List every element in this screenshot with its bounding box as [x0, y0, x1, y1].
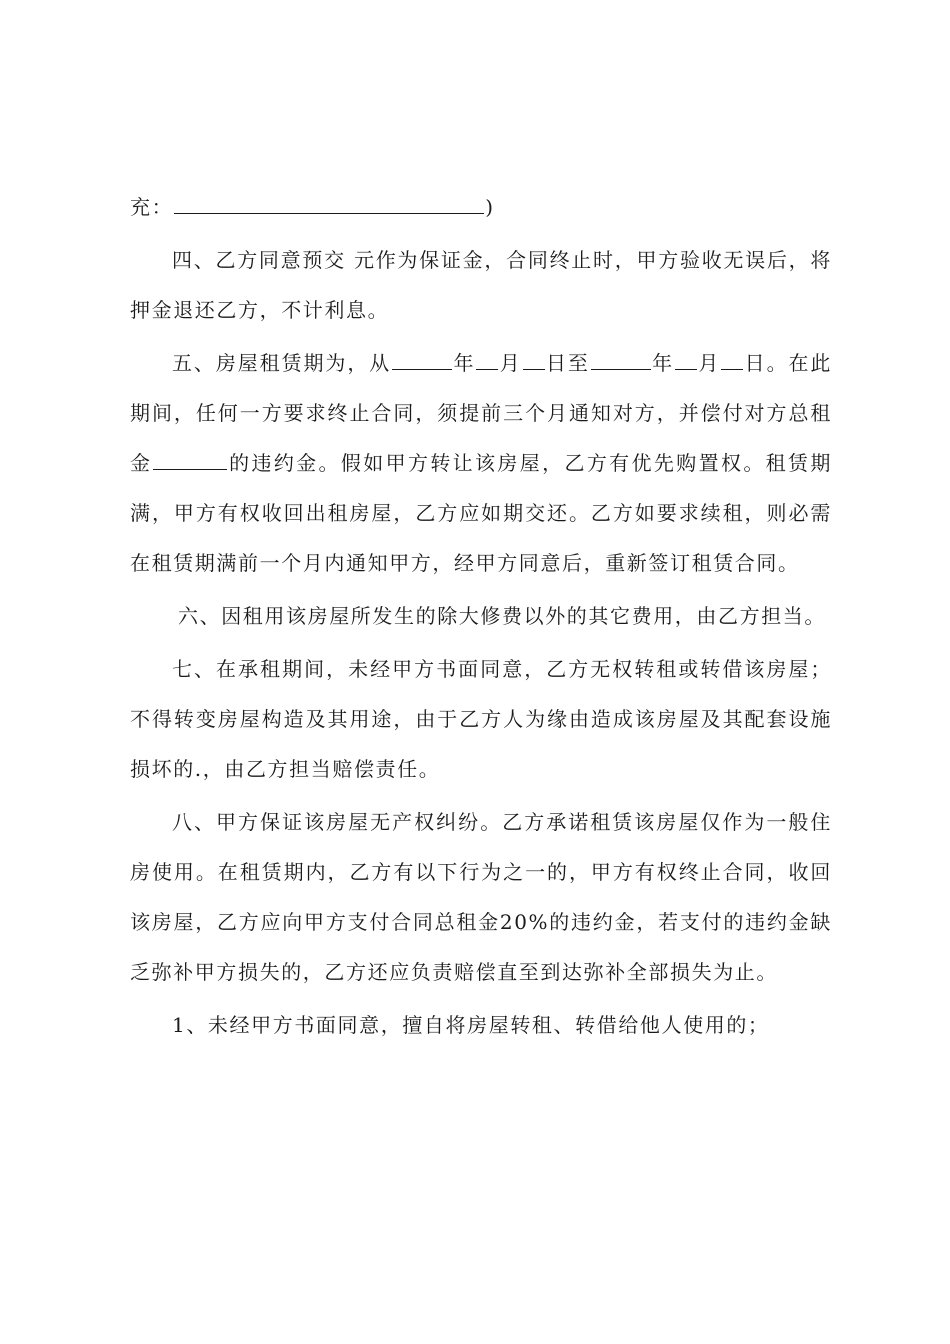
supplement-line	[130, 182, 832, 232]
end-year-label: 年	[651, 351, 675, 375]
start-year-label: 年	[453, 351, 476, 375]
supplement-suffix: )	[485, 195, 495, 219]
clause-5	[130, 338, 832, 588]
end-day-label: 日。在此期间，任何一方要求终止合同，须提前三个月通知对方，并偿付对方总租金	[130, 351, 833, 475]
document-body	[130, 182, 832, 1053]
supplement-prefix: 充：	[130, 195, 174, 219]
start-month-blank	[476, 351, 498, 370]
clause-5-intro: 五、房屋租赁期为，从	[172, 351, 392, 375]
start-month-label: 月	[499, 351, 522, 375]
supplement-blank	[174, 195, 484, 214]
end-year-blank	[591, 351, 651, 370]
clause-4: 四、乙方同意预交 元作为保证金，合同终止时，甲方验收无误后，将押金退还乙方，不计利息。	[130, 248, 832, 322]
penalty-blank	[153, 451, 227, 470]
start-year-blank	[392, 351, 452, 370]
start-day-blank	[523, 351, 545, 370]
clause-7: 七、在承租期间，未经甲方书面同意，乙方无权转租或转借该房屋；不得转变房屋构造及其用途，由于乙方人为缘由造成该房屋及其配套设施损坏的.，由乙方担当赔偿责任。	[130, 657, 832, 781]
end-month-blank	[675, 351, 697, 370]
list-item-1: 1、未经甲方书面同意，擅自将房屋转租、转借给他人使用的；	[172, 1013, 770, 1037]
end-month-label: 月	[698, 351, 721, 375]
clause-6: 六、因租用该房屋所发生的除大修费以外的其它费用，由乙方担当。	[178, 604, 826, 628]
end-day-blank	[721, 351, 743, 370]
clause-5-rest: 的违约金。假如甲方转让该房屋，乙方有优先购置权。租赁期满，甲方有权收回出租房屋，乙方应如期交还。乙方如要求续租，则必需在租赁期满前一个月内通知甲方，经甲方同意后，重新签订租赁合同。	[130, 451, 832, 575]
clause-8: 八、甲方保证该房屋无产权纠纷。乙方承诺租赁该房屋仅作为一般住房使用。在租赁期内，乙方有以下行为之一的，甲方有权终止合同，收回该房屋，乙方应向甲方支付合同总租金20%的违约金，若支付的违约金缺乏弥补甲方损失的，乙方还应负责赔偿直至到达弥补全部损失为止。	[130, 810, 832, 984]
start-day-label: 日至	[545, 351, 590, 375]
